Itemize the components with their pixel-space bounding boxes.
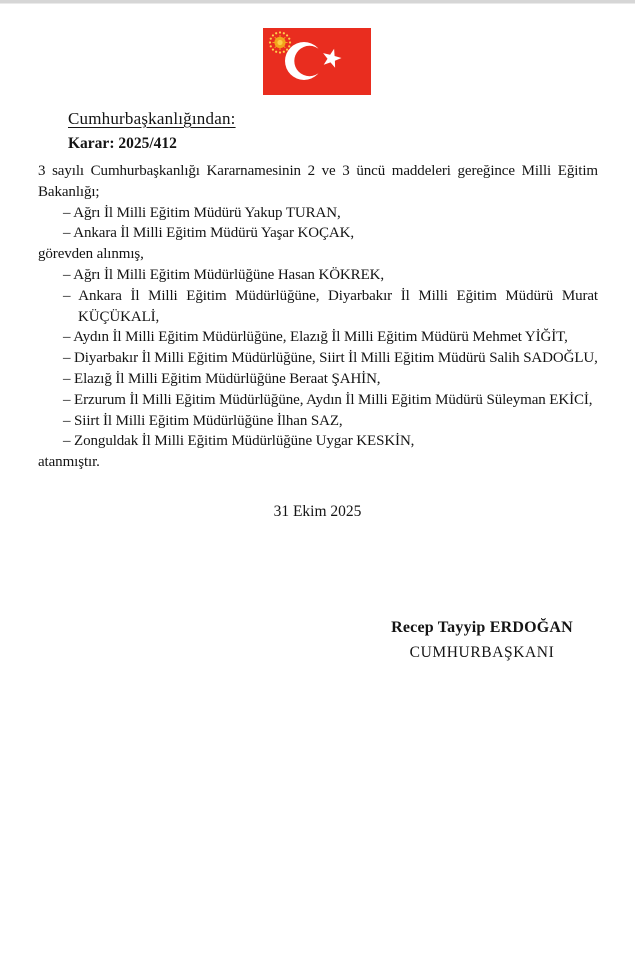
appointed-item: – Aydın İl Milli Eğitim Müdürlüğüne, Elazığ İl Milli Eğitim Müdürü Mehmet YİĞİT,	[63, 329, 568, 346]
dismissal-note: görevden alınmış,	[38, 246, 144, 263]
signature-block	[332, 619, 632, 662]
appointed-item: – Zonguldak İl Milli Eğitim Müdürlüğüne Uygar KESKİN,	[63, 433, 415, 450]
appointed-item: – Diyarbakır İl Milli Eğitim Müdürlüğüne, Siirt İl Milli Eğitim Müdürü Salih SADOĞLU,	[63, 350, 598, 367]
intro-paragraph: 3 sayılı Cumhurbaşkanlığı Kararnamesinin 2 ve 3 üncü maddeleri gereğince Milli Eğitim Bakanlığı;	[38, 163, 598, 200]
president-title: CUMHURBAŞKANI	[409, 644, 555, 661]
turkish-presidential-flag	[263, 28, 371, 95]
president-name: Recep Tayyip ERDOĞAN	[391, 619, 573, 636]
appointed-item: – Ağrı İl Milli Eğitim Müdürlüğüne Hasan KÖKREK,	[63, 266, 385, 283]
dismissed-item: – Ağrı İl Milli Eğitim Müdürü Yakup TURAN,	[63, 204, 341, 221]
appointed-item: – Elazığ İl Milli Eğitim Müdürlüğüne Beraat ŞAHİN,	[63, 370, 381, 387]
decree-body	[38, 161, 598, 473]
top-border	[0, 0, 635, 4]
decision-number: Karar: 2025/412	[68, 135, 177, 152]
appointed-item: – Ankara İl Milli Eğitim Müdürlüğüne, Diyarbakır İl Milli Eğitim Müdürü Murat KÜÇÜKALİ,	[63, 287, 598, 325]
appointed-item: – Siirt İl Milli Eğitim Müdürlüğüne İlhan SAZ,	[63, 412, 343, 429]
appointment-note: atanmıştır.	[38, 454, 100, 471]
appointed-item: – Erzurum İl Milli Eğitim Müdürlüğüne, Aydın İl Milli Eğitim Müdürü Süleyman EKİCİ,	[63, 391, 593, 408]
issuer-heading: Cumhurbaşkanlığından:	[68, 109, 236, 128]
dismissed-item: – Ankara İl Milli Eğitim Müdürü Yaşar KOÇAK,	[63, 225, 355, 242]
decree-date: 31 Ekim 2025	[273, 503, 362, 520]
